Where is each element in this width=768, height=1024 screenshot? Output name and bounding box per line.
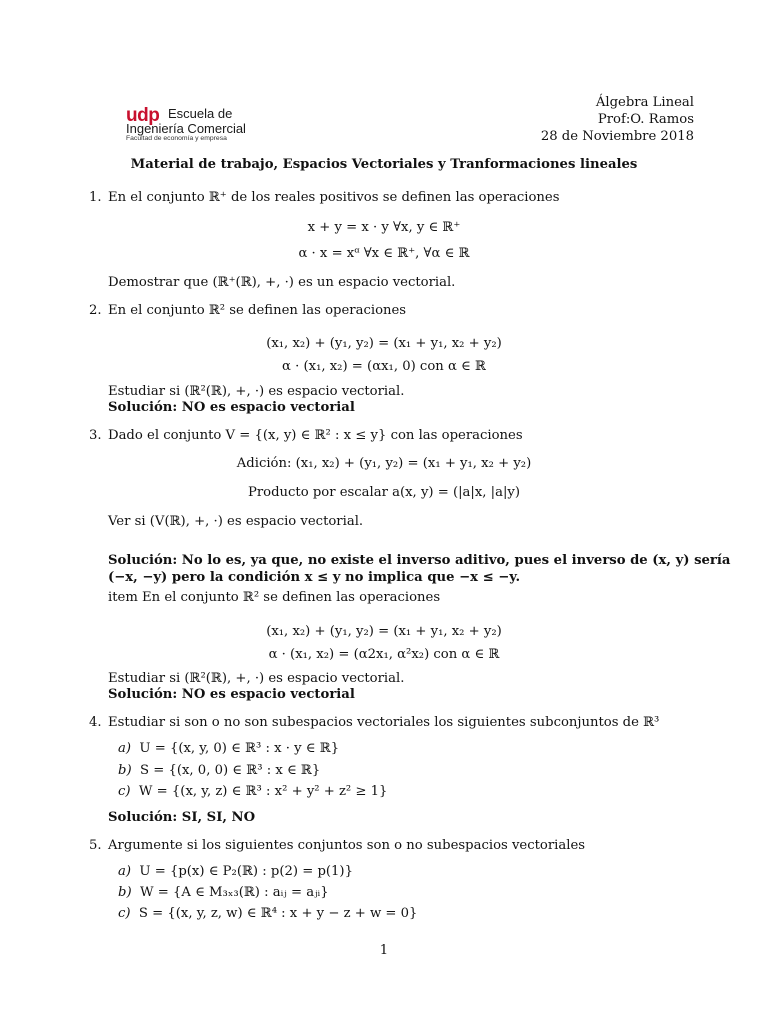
sub-text: S = {(x, y, z, w) ∈ ℝ⁴ : x + y − z + w = 0} — [138, 906, 418, 921]
item-5-sub-c — [118, 906, 417, 921]
logo-line-1: Escuela de — [168, 106, 233, 121]
item-5-intro: Argumente si los siguientes conjuntos son o no subespacios vectoriales — [108, 838, 586, 853]
item-4-number: 4. — [89, 715, 102, 730]
header-date: 28 de Noviembre 2018 — [540, 129, 694, 144]
logo-line-3: Facultad de economía y empresa — [126, 135, 227, 142]
item-3-equation-2: Producto por escalar a(x, y) = (|a|x, |a|y) — [247, 485, 521, 500]
sub-label: a) — [118, 864, 132, 879]
item-1-number: 1. — [89, 190, 102, 205]
item-3-number: 3. — [89, 428, 102, 443]
item-2-task: Estudiar si (ℝ²(ℝ), +, ·) es espacio vectorial. — [108, 384, 405, 399]
item-3-intro: Dado el conjunto V = {(x, y) ∈ ℝ² : x ≤ y} con las operaciones — [108, 428, 523, 443]
item-3-task: Ver si (V(ℝ), +, ·) es espacio vectorial. — [108, 514, 364, 529]
item-4-sub-c — [118, 784, 387, 799]
item-4-solution: Solución: SI, SI, NO — [108, 810, 256, 825]
item-2-equation-1: (x₁, x₂) + (y₁, y₂) = (x₁ + y₁, x₂ + y₂) — [266, 336, 502, 351]
sub-label: c) — [118, 784, 131, 799]
item-5-number: 5. — [89, 838, 102, 853]
item-3-extra-intro: item En el conjunto ℝ² se definen las operaciones — [108, 590, 441, 605]
logo-udp: udp — [126, 105, 160, 126]
document-title: Material de trabajo, Espacios Vectoriales y Tranformaciones lineales — [130, 157, 638, 172]
item-1-intro: En el conjunto ℝ⁺ de los reales positivos se definen las operaciones — [108, 190, 560, 205]
sub-text: U = {(x, y, 0) ∈ ℝ³ : x · y ∈ ℝ} — [139, 741, 340, 756]
item-3-task-2: Estudiar si (ℝ²(ℝ), +, ·) es espacio vectorial. — [108, 671, 405, 686]
item-1-equation-2: α · x = xᵅ ∀x ∈ ℝ⁺, ∀α ∈ ℝ — [298, 246, 470, 261]
item-3-solution-3: Solución: NO es espacio vectorial — [108, 687, 355, 702]
item-1-task: Demostrar que (ℝ⁺(ℝ), +, ·) es un espacio vectorial. — [108, 275, 456, 290]
item-2-intro: En el conjunto ℝ² se definen las operaciones — [108, 303, 407, 318]
item-5-sub-b — [118, 885, 329, 900]
item-3-solution-line-2: (−x, −y) pero la condición x ≤ y no implica que −x ≤ −y. — [108, 570, 521, 585]
sub-text: W = {A ∈ M₃ₓ₃(ℝ) : aᵢⱼ = aⱼᵢ} — [139, 885, 329, 900]
sub-text: W = {(x, y, z) ∈ ℝ³ : x² + y² + z² ≥ 1} — [138, 784, 388, 799]
item-4-intro: Estudiar si son o no son subespacios vectoriales los siguientes subconjuntos de ℝ³ — [108, 715, 660, 730]
header-professor: Prof:O. Ramos — [597, 112, 694, 127]
item-1-equation-1: x + y = x · y ∀x, y ∈ ℝ⁺ — [307, 220, 461, 235]
item-5-sub-a — [118, 864, 353, 879]
sub-label: b) — [118, 885, 132, 900]
item-3-equation-4: α · (x₁, x₂) = (α2x₁, α²x₂) con α ∈ ℝ — [268, 647, 500, 662]
sub-label: c) — [118, 906, 131, 921]
sub-label: a) — [118, 741, 132, 756]
sub-label: b) — [118, 763, 132, 778]
item-3-solution-line-1: Solución: No lo es, ya que, no existe el inverso aditivo, pues el inverso de (x, y) sería — [108, 553, 731, 568]
item-3-equation-3: (x₁, x₂) + (y₁, y₂) = (x₁ + y₁, x₂ + y₂) — [266, 624, 502, 639]
logo-line-2: Ingeniería Comercial — [126, 121, 246, 136]
page-number: 1 — [379, 943, 389, 958]
item-4-sub-b — [118, 763, 320, 778]
item-2-number: 2. — [89, 303, 102, 318]
item-3-equation-1: Adición: (x₁, x₂) + (y₁, y₂) = (x₁ + y₁, x₂ + y₂) — [236, 456, 532, 471]
item-2-solution: Solución: NO es espacio vectorial — [108, 400, 355, 415]
sub-text: S = {(x, 0, 0) ∈ ℝ³ : x ∈ ℝ} — [139, 763, 321, 778]
school-logo — [126, 103, 276, 141]
item-2-equation-2: α · (x₁, x₂) = (αx₁, 0) con α ∈ ℝ — [282, 359, 486, 374]
item-4-sub-a — [118, 741, 339, 756]
sub-text: U = {p(x) ∈ P₂(ℝ) : p(2) = p(1)} — [139, 864, 353, 879]
header-course: Álgebra Lineal — [595, 95, 694, 110]
